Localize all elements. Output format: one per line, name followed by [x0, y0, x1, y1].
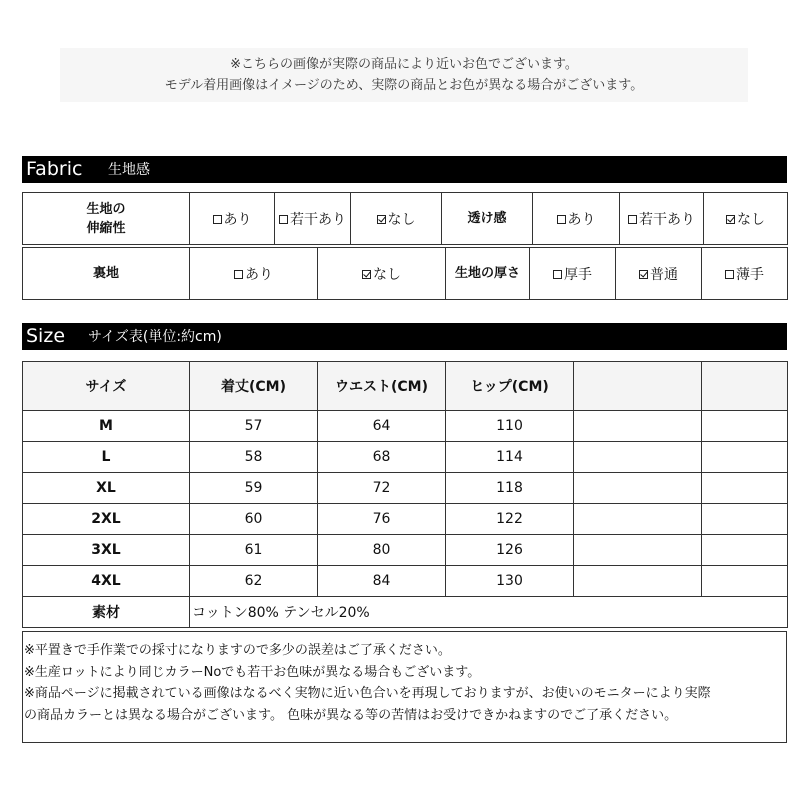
color-notice	[60, 48, 748, 102]
material-row	[23, 597, 788, 628]
thickness-label: 生地の厚さ	[446, 248, 530, 300]
table-row	[23, 504, 788, 535]
checkbox[interactable]	[725, 270, 734, 279]
fabric-subheading: 生地感	[108, 162, 150, 178]
empty-cell	[702, 411, 788, 442]
notice-line-1: ※こちらの画像が実際の商品により近いお色でございます。	[230, 57, 578, 72]
empty-cell	[574, 566, 702, 597]
fabric-table	[22, 192, 788, 245]
thickness-option[interactable]: 薄手	[702, 248, 788, 300]
stretch-label-line-1: 生地の	[86, 201, 126, 217]
lining-option[interactable]: あり	[190, 248, 318, 300]
size-cell: 2XL	[23, 504, 190, 535]
checkbox-checked[interactable]	[726, 215, 735, 224]
waist-cell: 76	[318, 504, 446, 535]
waist-cell: 64	[318, 411, 446, 442]
col-empty-1	[574, 362, 702, 411]
empty-cell	[702, 535, 788, 566]
length-cell: 59	[190, 473, 318, 504]
col-hip: ヒップ(CM)	[446, 362, 574, 411]
size-cell: XL	[23, 473, 190, 504]
stretch-option[interactable]: なし	[351, 193, 442, 245]
checkbox[interactable]	[279, 215, 288, 224]
size-table-header	[23, 362, 788, 411]
size-heading: Size	[26, 325, 66, 347]
fabric-row-2	[23, 248, 788, 300]
transparency-label: 透け感	[442, 193, 533, 245]
table-row	[23, 566, 788, 597]
note-line: ※生産ロットにより同じカラーNoでも若干お色味が異なる場合もございます。	[24, 664, 481, 680]
checkbox-checked[interactable]	[377, 215, 386, 224]
col-empty-2	[702, 362, 788, 411]
empty-cell	[574, 535, 702, 566]
transparency-option[interactable]: 若干あり	[620, 193, 704, 245]
fabric-table-2	[22, 247, 788, 300]
thickness-option[interactable]: 厚手	[530, 248, 616, 300]
length-cell: 60	[190, 504, 318, 535]
size-table	[22, 361, 788, 628]
stretch-label	[23, 193, 190, 245]
col-length: 着丈(CM)	[190, 362, 318, 411]
length-cell: 58	[190, 442, 318, 473]
empty-cell	[702, 442, 788, 473]
fabric-heading: Fabric	[26, 158, 83, 180]
lining-label: 裏地	[23, 248, 190, 300]
note-line: ※商品ページに掲載されている画像はなるべく実物に近い色合いを再現しておりますが、お使いのモニターにより実際	[24, 686, 711, 701]
hip-cell: 114	[446, 442, 574, 473]
length-cell: 61	[190, 535, 318, 566]
table-row	[23, 473, 788, 504]
table-row	[23, 411, 788, 442]
empty-cell	[574, 473, 702, 504]
transparency-option[interactable]: あり	[533, 193, 620, 245]
waist-cell: 68	[318, 442, 446, 473]
size-cell: M	[23, 411, 190, 442]
size-subheading: サイズ表(単位:約cm)	[88, 329, 222, 345]
empty-cell	[702, 566, 788, 597]
note-line: の商品カラーとは異なる場合がございます。 色味が異なる等の苦情はお受けできかねますのでご了承ください。	[24, 707, 678, 723]
stretch-option[interactable]: あり	[190, 193, 275, 245]
notes-box	[22, 631, 787, 743]
checkbox[interactable]	[553, 270, 562, 279]
empty-cell	[574, 504, 702, 535]
hip-cell: 110	[446, 411, 574, 442]
checkbox[interactable]	[213, 215, 222, 224]
length-cell: 57	[190, 411, 318, 442]
checkbox[interactable]	[628, 215, 637, 224]
size-cell: L	[23, 442, 190, 473]
material-label: 素材	[23, 597, 190, 628]
lining-option[interactable]: なし	[318, 248, 446, 300]
checkbox[interactable]	[234, 270, 243, 279]
length-cell: 62	[190, 566, 318, 597]
empty-cell	[574, 442, 702, 473]
waist-cell: 72	[318, 473, 446, 504]
empty-cell	[702, 504, 788, 535]
hip-cell: 126	[446, 535, 574, 566]
fabric-row-1	[23, 193, 788, 245]
empty-cell	[574, 411, 702, 442]
note-line: ※平置きで手作業での採寸になりますので多少の誤差はご了承ください。	[24, 643, 451, 658]
waist-cell: 80	[318, 535, 446, 566]
checkbox[interactable]	[557, 215, 566, 224]
table-row	[23, 442, 788, 473]
empty-cell	[702, 473, 788, 504]
table-row	[23, 535, 788, 566]
stretch-label-line-2: 伸縮性	[86, 220, 126, 236]
col-waist: ウエスト(CM)	[318, 362, 446, 411]
hip-cell: 118	[446, 473, 574, 504]
size-section-header	[22, 323, 787, 350]
size-cell: 3XL	[23, 535, 190, 566]
thickness-option[interactable]: 普通	[616, 248, 702, 300]
checkbox-checked[interactable]	[639, 270, 648, 279]
size-cell: 4XL	[23, 566, 190, 597]
notice-line-2: モデル着用画像はイメージのため、実際の商品とお色が異なる場合がございます。	[164, 78, 644, 93]
waist-cell: 84	[318, 566, 446, 597]
transparency-option[interactable]: なし	[704, 193, 788, 245]
hip-cell: 130	[446, 566, 574, 597]
col-size: サイズ	[23, 362, 190, 411]
fabric-section-header	[22, 156, 787, 183]
stretch-option[interactable]: 若干あり	[275, 193, 351, 245]
checkbox-checked[interactable]	[362, 270, 371, 279]
hip-cell: 122	[446, 504, 574, 535]
material-value: コットン80% テンセル20%	[190, 597, 788, 628]
